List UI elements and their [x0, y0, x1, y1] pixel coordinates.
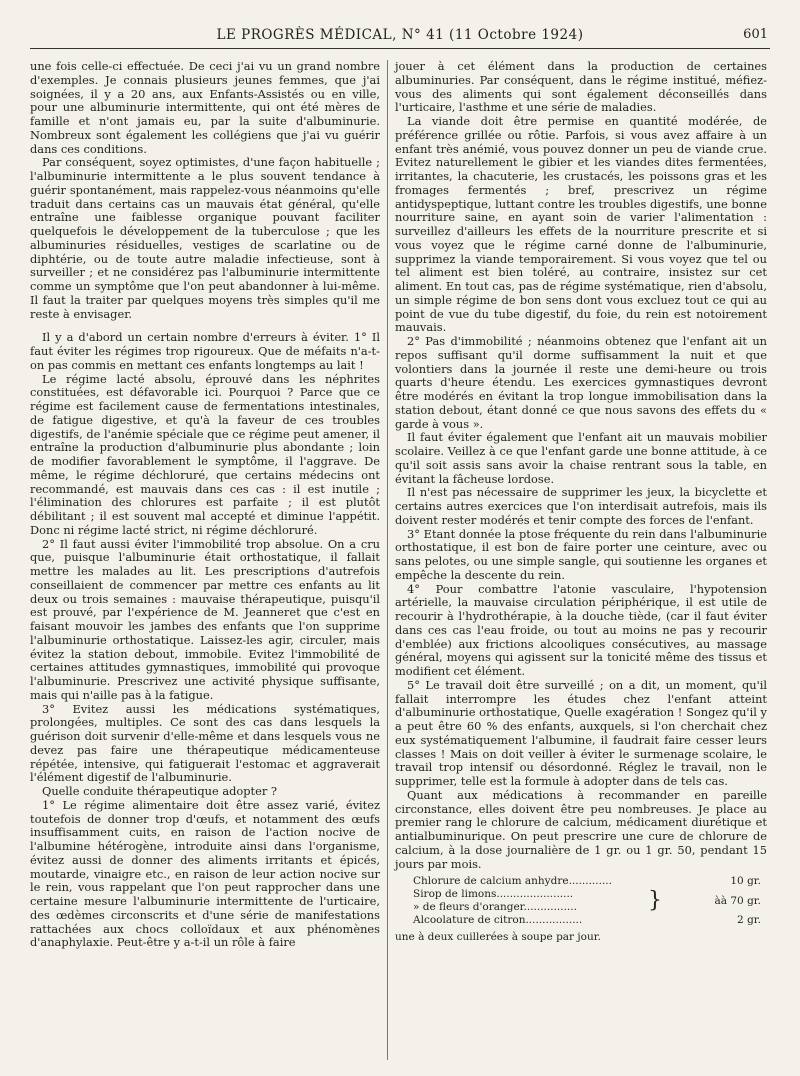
paragraph: 3° Evitez aussi les médications systématiques, prolongées, multiples. Ce sont des cas dans lesquels la guérison doit survenir d'elle-même et dans lesquels vous ne devez pas faire une thérapeutique médicamenteuse répétée, intensive, qui fatiguerait l'estomac et aggraverait l'élément digestif de l'albuminurie. — [30, 701, 380, 785]
paragraph: Il y a d'abord un certain nombre d'erreurs à éviter. 1° Il faut éviter les régimes trop rigoureux. Que de méfaits n'a-t-on pas commis en mettant ces enfants longtemps au lait ! — [30, 330, 380, 372]
brace-glyph: } — [648, 888, 662, 914]
formula-row — [395, 875, 767, 888]
formula-row-group — [395, 888, 767, 914]
ingredient-quantity: àà 70 gr. — [714, 894, 761, 907]
paragraph: 4° Pour combattre l'atonie vasculaire, l'hypotension artérielle, la mauvaise circulation périphérique, il est utile de recourir à l'hydrothérapie, à la douche tiède, (car il faut éviter dans ces cas l'eau froide, ou tout au moins ne pas y recourir d'emblée) aux frictions alcooliques consécutives, au massage général, moyens qui agissent sur la tonicité même des tissus et modifient cet élément. — [395, 581, 767, 678]
paragraph: La viande doit être permise en quantité modérée, de préférence grillée ou rôtie. Parfois, si vous avez affaire à un enfant très anémié, vous pouvez donner un peu de viande crue. Evitez naturellement le gibier et les viandes dites fermentées, irritantes, la chacuterie, les crustacés, les poissons gras et les fromages fermentés ; bref, prescrivez un régime antidyspeptique, luttant contre les troubles digestifs, une bonne nourriture saine, en ayant soin de varier l'alimentation : surveillez d'ailleurs les effets de la nourriture prescrite et si vous voyez que le régime carné donne de l'albuminurie, supprimez la viande temporairement. Si vous voyez que tel ou tel aliment est bien toléré, au contraire, insistez sur cet aliment. En tout cas, pas de régime systématique, rien d'absolu, un simple régime de bon sens dont vous excluez tout ce qui au point de vue du tube digestif, du foie, du rein est notoirement mauvais. — [395, 114, 767, 335]
ingredient-name: Chlorure de calcium anhydre............. — [413, 875, 612, 888]
paragraph: 2° Pas d'immobilité ; néanmoins obtenez que l'enfant ait un repos suffisant qu'il dorme suffisamment la nuit et que volontiers dans la journée il reste une demi-heure ou trois quarts d'heure étendu. Les exercices gymnastiques devront être modérés en évitant la trop longue immobilisation dans la station debout, étant donné ce que nous savons des effets du « garde à vous ». — [395, 334, 767, 431]
page-number: 601 — [743, 27, 768, 42]
posology: une à deux cuillerées à soupe par jour. — [395, 931, 601, 944]
paragraph: 1° Le régime alimentaire doit être assez varié, évitez toutefois de donner trop d'œufs, et notamment des œufs insuffisamment cuits, en raison de l'action nocive de l'albumine hétérogène, introduite ainsi dans l'organisme, évitez aussi de donner des aliments irritants et épicés, moutarde, vinaigre etc., en raison de leur action nocive sur le rein, vous rappelant que l'on peut rapprocher dans une certaine mesure l'albuminurie intermittente de l'urticaire, des œdèmes circonscrits et d'une série de manifestations rattachées aux chocs colloïdaux et aux phénomènes d'anaphylaxie. Peut-être y a-t-il un rôle à faire — [30, 797, 380, 950]
paragraph: 2° Il faut aussi éviter l'immobilité trop absolue. On a cru que, puisque l'albuminurie était orthostatique, il fallait mettre les malades au lit. Les prescriptions d'autrefois conseillaient de commencer par mettre ces enfants au lit deux ou trois semaines : mauvaise thérapeutique, puisqu'il est prouvé, par l'expérience de M. Jeanneret que c'est en faisant mouvoir les jambes des enfants que l'on supprime l'albuminurie orthostatique. Laissez-les agir, circuler, mais évitez la station debout, immobile. Evitez l'immobilité de certaines attitudes gymnastiques, immobilité qui provoque l'albuminurie. Prescrivez une activité physique suffisante, mais qui n'aille pas à la fatigue. — [30, 536, 380, 702]
paragraph: Il faut éviter également que l'enfant ait un mauvais mobilier scolaire. Veillez à ce que l'enfant garde une bonne attitude, à ce qu'il soit assis sans avoir la chaise rentrant sous la table, en évitant la fâcheuse lordose. — [395, 430, 767, 486]
paragraph: jouer à cet élément dans la production de certaines albuminuries. Par conséquent, dans le régime institué, méfiez-vous des aliments qui sont également déconseillés dans l'urticaire, l'asthme et une série de maladies. — [395, 59, 767, 115]
paragraph: Quelle conduite thérapeutique adopter ? — [42, 784, 278, 798]
column-divider — [387, 60, 388, 1060]
prescription-formula — [395, 875, 767, 944]
ingredient-quantity: 10 gr. — [730, 875, 761, 888]
paragraph: 3° Etant donnée la ptose fréquente du rein dans l'albuminurie orthostatique, il est bon de faire porter une ceinture, avec ou sans pelotes, ou une simple sangle, qui soutienne les organes et empêche la descente du rein. — [395, 526, 767, 582]
left-column — [30, 60, 380, 950]
paragraph: Il n'est pas nécessaire de supprimer les jeux, la bicyclette et certains autres exercices que l'on interdisait autrefois, mais ils doivent rester modérés et tenir compte des forces de l'enfant. — [395, 485, 767, 527]
formula-row — [395, 914, 767, 927]
ingredient-quantity: 2 gr. — [737, 914, 761, 927]
paragraph: 5° Le travail doit être surveillé ; on a dit, un moment, qu'il fallait interrompre les études chez l'enfant atteint d'albuminurie orthostatique, Quelle exagération ! Songez qu'il y a peut être 60 % des enfants, auxquels, si l'on cherchait chez eux systématiquement l'albumine, il faudrait faire cesser leurs classes ! Mais on doit veiller à éviter le surmenage scolaire, le travail trop intensif ou désordonné. Réglez le travail, non le supprimer, telle est la formule à adopter dans de tels cas. — [395, 677, 767, 788]
paragraph: Le régime lacté absolu, éprouvé dans les néphrites constituées, est défavorable ici. Pourquoi ? Parce que ce régime est facilement cause de fermentations intestinales, de fatigue digestive, et qu'à la faveur de ces troubles digestifs, de l'anémie spéciale que ce régime peut amener, il entraîne la production d'albuminurie plus abondante ; loin de modifier favorablement le symptôme, il l'aggrave. De même, le régime déchloruré, que certains médecins ont recommandé, est mauvais dans ces cas : il est inutile ; l'élimination des chlorures est parfaite ; il est plutôt débilitant ; il est souvent mal accepté et diminue l'appétit. Donc ni régime lacté strict, ni régime déchloruré. — [30, 371, 380, 537]
ingredient-name: » de fleurs d'oranger................ — [413, 901, 577, 914]
paragraph: une fois celle-ci effectuée. De ceci j'ai vu un grand nombre d'exemples. Je connais plusieurs jeunes femmes, que j'ai soignées, il y a 20 ans, aux Enfants-Assistés ou en ville, pour une albuminurie intermittente, qui ont été mères de famille et n'ont jamais eu, par la suite d'albuminurie. Nombreux sont également les collégiens que j'ai vu guérir dans ces conditions. — [30, 59, 380, 156]
ingredient-name: Sirop de limons....................... — [413, 888, 574, 901]
paragraph: Quant aux médications à recommander en pareille circonstance, elles doivent être peu nombreuses. Je place au premier rang le chlorure de calcium, médicament diurétique et antialbuminurique. On peut prescrire une cure de chlorure de calcium, à la dose journalière de 1 gr. ou 1 gr. 50, pendant 15 jours par mois. — [395, 787, 767, 871]
paragraph: Par conséquent, soyez optimistes, d'une façon habituelle ; l'albuminurie intermittente a le plus souvent tendance à guérir spontanément, mais rappelez-vous néanmoins qu'elle traduit dans certains cas un mauvais état général, qu'elle entraîne une faiblesse organique pouvant faciliter quelquefois le développement de la tuberculose ; que les albuminuries résiduelles, vestiges de scarlatine ou de diphtérie, ou de toute autre maladie infectieuse, sont à surveiller ; et ne considérez pas l'albuminurie intermittente comme un symptôme que l'on peut abandonner à lui-même. Il faut la traiter par quelques moyens très simples qu'il me reste à envisager. — [30, 155, 380, 321]
running-header — [30, 24, 770, 49]
journal-title: LE PROGRÈS MÉDICAL, N° 41 (11 Octobre 1924) — [216, 27, 584, 43]
ingredient-name: Alcoolature de citron................. — [413, 914, 583, 927]
right-column — [395, 60, 767, 944]
